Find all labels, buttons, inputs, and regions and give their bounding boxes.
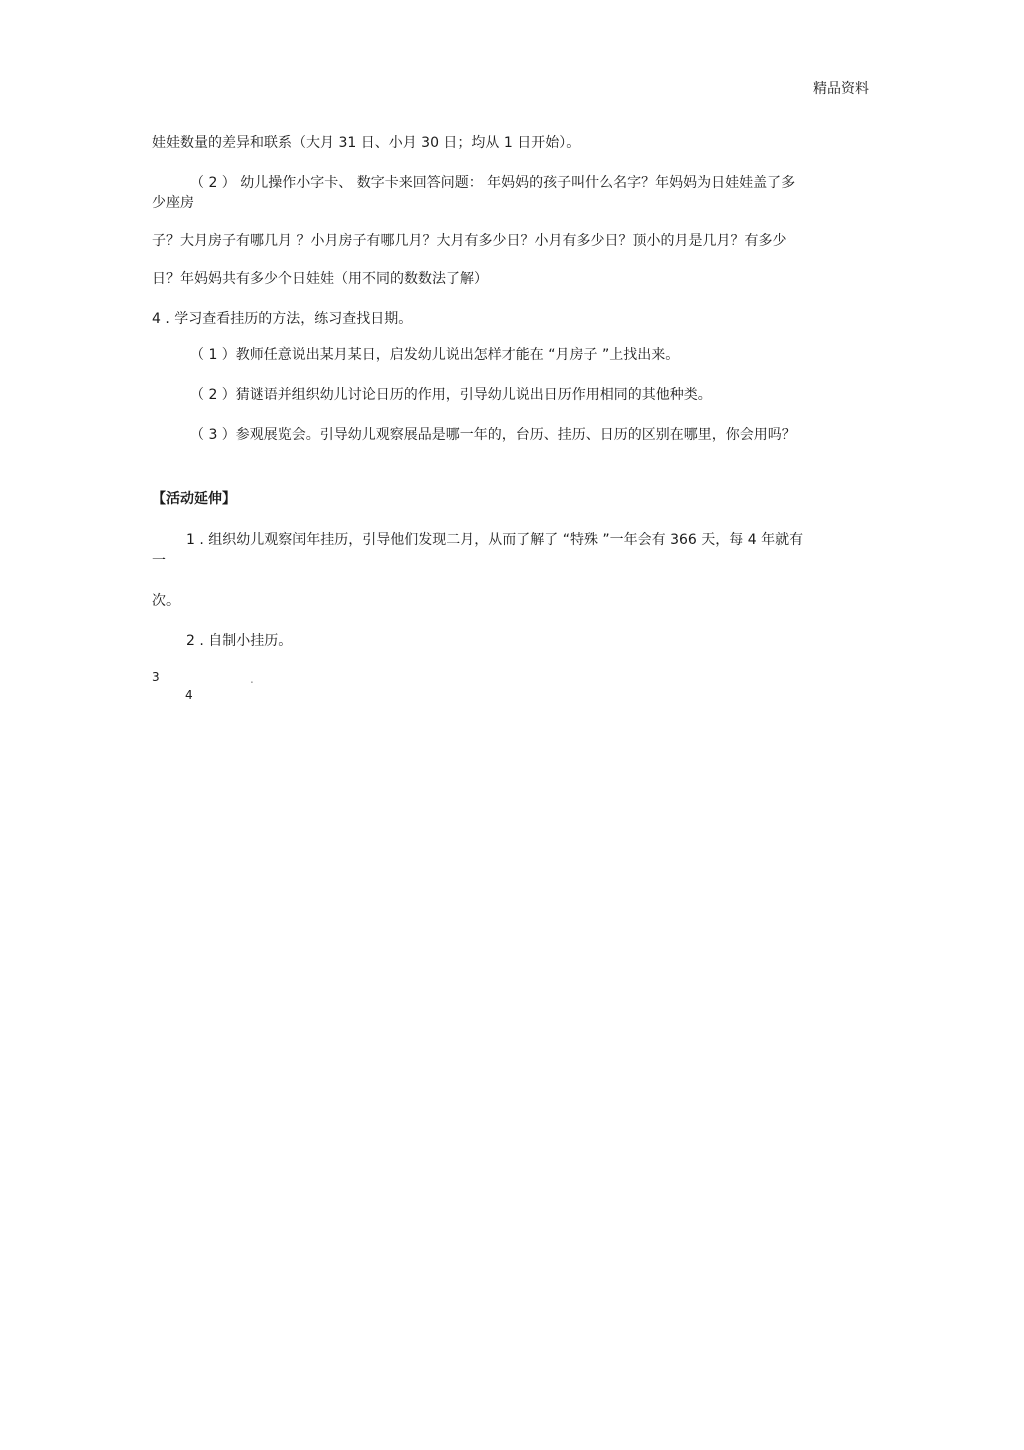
paragraph-line: 子？大月房子有哪几月 ？小月房子有哪几月？大月有多少日？小月有多少日？顶小的月是几月？有多少: [152, 233, 787, 249]
sub-list-item-1: （ 1 ）教师任意说出某月某日，启发幼儿说出怎样才能在 “月房子 ”上找出来。: [190, 347, 680, 363]
sub-list-item-3: （ 3 ）参观展览会。引导幼儿观察展品是哪一年的，台历、挂历、日历的区别在哪里，你会用吗？: [190, 427, 796, 443]
extension-item-2: 2 . 自制小挂历。: [186, 633, 293, 649]
paragraph-line: （ 2 ） 幼儿操作小字卡、 数字卡来回答问题： 年妈妈的孩子叫什么名字？年妈妈为日娃娃盖了多: [190, 175, 796, 191]
extension-item-1: 1 . 组织幼儿观察闰年挂历，引导他们发现二月，从而了解了 “特殊 ”一年会有 366 天，每 4 年就有: [186, 532, 804, 548]
page-header-label: 精品资料: [813, 81, 869, 97]
paragraph-line: 娃娃数量的差异和联系（大月 31 日、小月 30 日；均从 1 日开始）。: [152, 135, 581, 151]
paragraph-line: 少座房: [152, 195, 194, 211]
list-number-3: 3: [152, 670, 160, 684]
extension-item-1-wrap: 一: [152, 553, 166, 569]
section-heading-extension: 【活动延伸】: [152, 491, 236, 507]
sub-list-item-2: （ 2 ）猜谜语并组织幼儿讨论日历的作用，引导幼儿说出日历作用相同的其他种类。: [190, 387, 712, 403]
extension-item-1-tail: 次。: [152, 593, 180, 609]
list-number-4: 4: [185, 688, 193, 702]
stray-dot: .: [250, 672, 254, 686]
list-item-4: 4 . 学习查看挂历的方法，练习查找日期。: [152, 311, 413, 327]
paragraph-line: 日？年妈妈共有多少个日娃娃（用不同的数数法了解）: [152, 271, 488, 287]
